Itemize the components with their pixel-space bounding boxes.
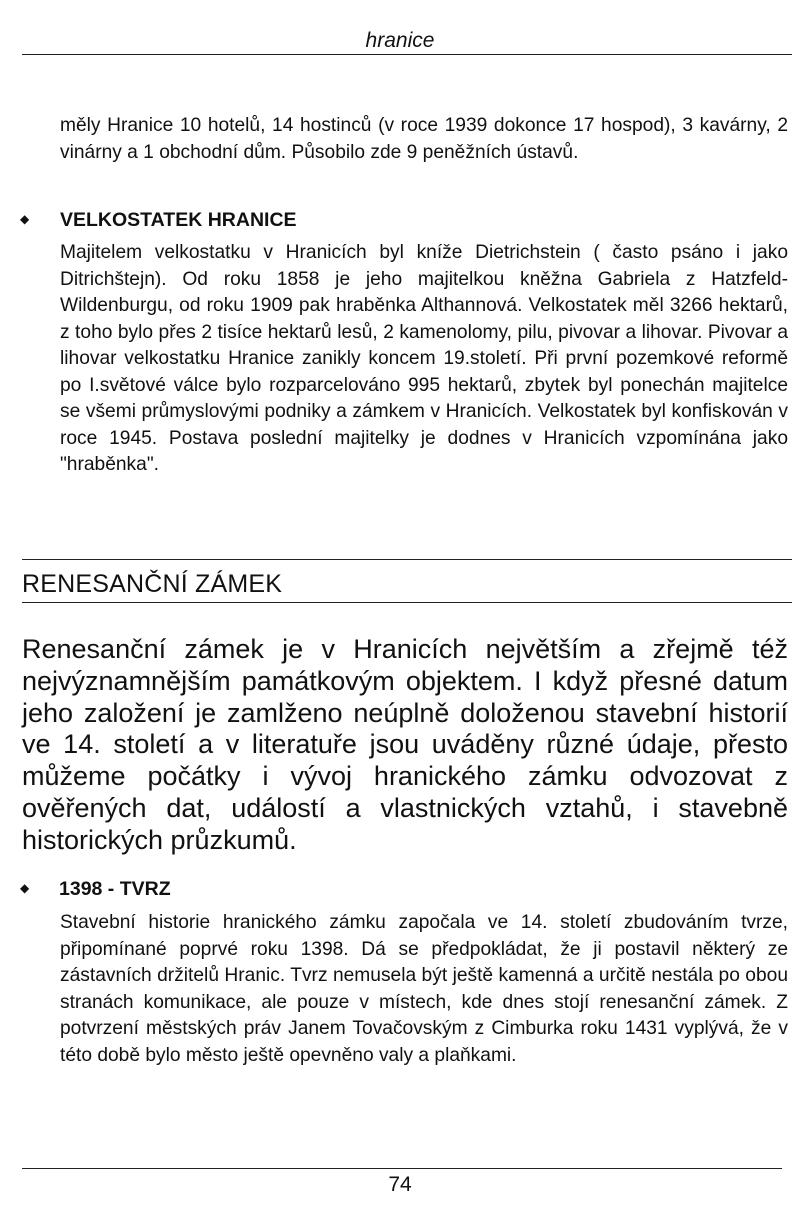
section-lead-paragraph: Renesanční zámek je v Hranicích největším a zřejmě též nejvýznamnějším památkovým objektem. I když přesné datum jeho založení je zamlženo neúplně doloženou stavební historií ve 14. století a v literatuře jsou uváděny různé údaje, přesto můžeme počátky i vývoj hranického zámku odvozovat z ověřených dat, událostí a vlastnických vztahů, i stavebně historických průzkumů.	[22, 634, 788, 855]
header-rule	[22, 54, 792, 55]
bullet-diamond-icon: ◆	[20, 880, 30, 895]
section-title: RENESANČNÍ ZÁMEK	[22, 570, 283, 598]
section-rule-bottom	[22, 602, 792, 603]
velkostatek-paragraph: Majitelem velkostatku v Hranicích byl kníže Dietrichstein ( často psáno i jako Ditrichštejn). Od roku 1858 je jeho majitelkou kněžna Gabriela z Hatzfeld-Wildenburgu, od roku 1909 pak hraběnka Althannová. Velkostatek měl 3266 hektarů, z toho bylo přes 2 tisíce hektarů lesů, 2 kamenolomy, pilu, pivovar a lihovar. Pivovar a lihovar velkostatku Hranice zanikly koncem 19.století. Při první pozemkové reformě po I.světové válce bylo rozparcelováno 995 hektarů, zbytek byl ponechán majitelce se všemi průmyslovými podniky a zámkem v Hranicích. Velkostatek byl konfiskován v roce 1945. Postava poslední majitelky je dodnes v Hranicích vzpomínána jako "hraběnka".	[60, 242, 788, 475]
footer-rule	[22, 1168, 782, 1169]
bullet-diamond-icon: ◆	[20, 211, 30, 226]
tvrz-paragraph: Stavební historie hranického zámku započala ve 14. století zbudováním tvrze, připomínané poprvé roku 1398. Dá se předpokládat, že ji postavil některý ze zástavních držitelů Hranic. Tvrz nemusela být ještě kamenná a určitě nestála po obou stranách komunikace, ale pouze v místech, kde dnes stojí renesanční zámek. Z potvrzení městských práv Janem Tovačovským z Cimburka roku 1431 vyplývá, že v této době bylo město ještě opevněno valy a plaňkami.	[60, 912, 788, 1066]
page-number: 74	[388, 1173, 412, 1196]
velkostatek-heading-text: VELKOSTATEK HRANICE	[60, 209, 297, 231]
tvrz-heading-text: 1398 - TVRZ	[59, 878, 171, 900]
header-title: hranice	[365, 29, 435, 52]
intro-paragraph: měly Hranice 10 hotelů, 14 hostinců (v roce 1939 dokonce 17 hospod), 3 kavárny, 2 vinárny a 1 obchodní dům. Působilo zde 9 peněžních ústavů.	[60, 115, 788, 163]
velkostatek-heading	[20, 207, 297, 234]
tvrz-heading	[20, 876, 171, 903]
section-rule-top	[22, 559, 792, 560]
